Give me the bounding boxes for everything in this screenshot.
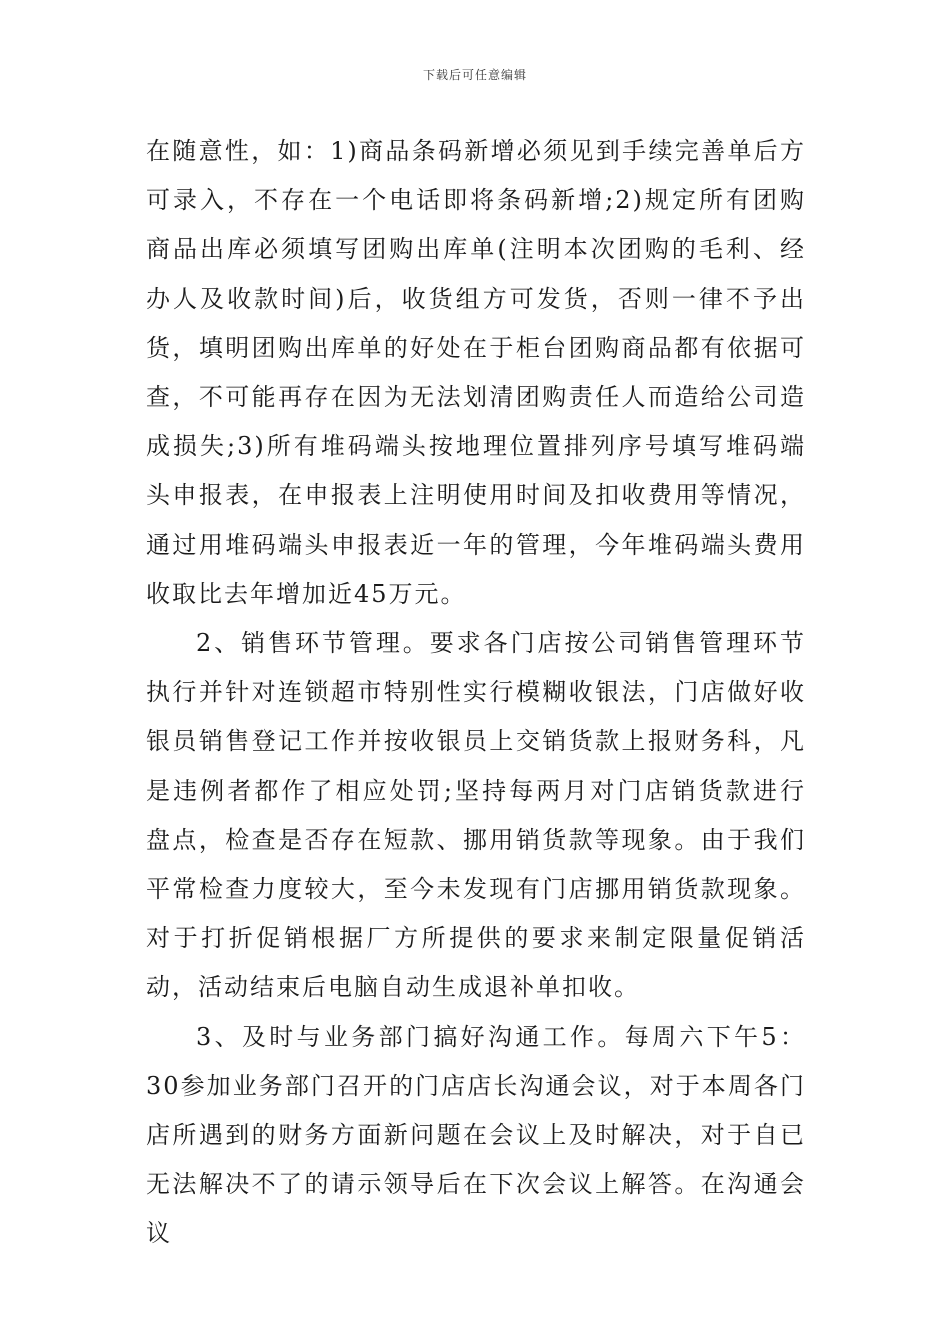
document-body [146, 127, 806, 1259]
header-note: 下载后可任意编辑 [422, 68, 527, 82]
paragraph-sales-management: 2、销售环节管理。要求各门店按公司销售管理环节执行并针对连锁超市特别性实行模糊收银法，门店做好收银员销售登记工作并按收银员上交销货款上报财务科，凡是违例者都作了相应处罚;坚持每两月对门店销货款进行盘点，检查是否存在短款、挪用销货款等现象。由于我们平常检查力度较大，至今未发现有门店挪用销货款现象。对于打折促销根据厂方所提供的要求来制定限量促销活动，活动结束后电脑自动生成退补单扣收。 [146, 629, 806, 1002]
paragraph-continuation: 在随意性，如：1)商品条码新增必须见到手续完善单后方可录入，不存在一个电话即将条码新增;2)规定所有团购商品出库必须填写团购出库单(注明本次团购的毛利、经办人及收款时间)后，收货组方可发货，否则一律不予出货，填明团购出库单的好处在于柜台团购商品都有依据可查，不可能再存在因为无法划清团购责任人而造给公司造成损失;3)所有堆码端头按地理位置排列序号填写堆码端头申报表，在申报表上注明使用时间及扣收费用等情况，通过用堆码端头申报表近一年的管理，今年堆码端头费用收取比去年增加近45万元。 [146, 137, 806, 608]
paragraph-communication: 3、及时与业务部门搞好沟通工作。每周六下午5：30参加业务部门召开的门店店长沟通会议，对于本周各门店所遇到的财务方面新问题在会议上及时解决，对于自已无法解决不了的请示领导后在下次会议上解答。在沟通会议 [146, 1022, 806, 1248]
